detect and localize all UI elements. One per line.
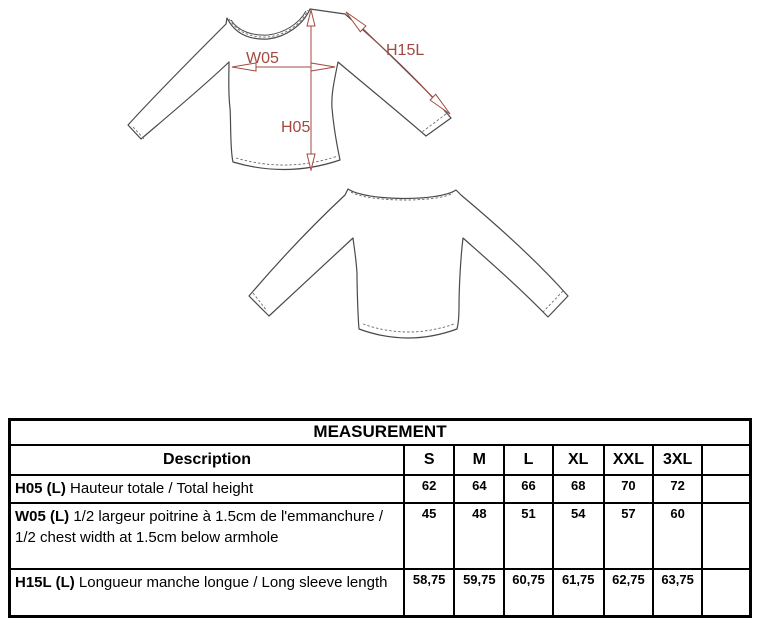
size-header-m: M bbox=[454, 445, 504, 475]
value-cell: 62,75 bbox=[604, 569, 653, 617]
value-cell: 48 bbox=[454, 503, 504, 569]
value-cell: 57 bbox=[604, 503, 653, 569]
table-title: MEASUREMENT bbox=[10, 420, 751, 445]
spare-column-cell bbox=[702, 503, 750, 569]
measure-text: Hauteur totale / Total height bbox=[65, 479, 254, 497]
value-cell: 54 bbox=[553, 503, 604, 569]
front-shirt-outline bbox=[128, 9, 451, 170]
h05-label: H05 bbox=[281, 119, 311, 136]
value-cell: 64 bbox=[454, 475, 504, 503]
size-header-xl: XL bbox=[553, 445, 604, 475]
measure-code: W05 (L) bbox=[15, 507, 70, 525]
value-cell: 60 bbox=[653, 503, 702, 569]
row-description bbox=[10, 475, 405, 503]
h15l-label: H15L bbox=[386, 42, 425, 59]
value-cell: 61,75 bbox=[553, 569, 604, 617]
measure-text: 1/2 largeur poitrine à 1.5cm de l'emmanchure / 1/2 chest width at 1.5cm below armhole bbox=[15, 507, 384, 546]
value-cell: 68 bbox=[553, 475, 604, 503]
table-row bbox=[10, 569, 751, 617]
value-cell: 58,75 bbox=[404, 569, 454, 617]
value-cell: 63,75 bbox=[653, 569, 702, 617]
spare-column-header bbox=[702, 445, 750, 475]
value-cell: 62 bbox=[404, 475, 454, 503]
description-header: Description bbox=[10, 445, 405, 475]
value-cell: 70 bbox=[604, 475, 653, 503]
value-cell: 72 bbox=[653, 475, 702, 503]
measure-code: H05 (L) bbox=[15, 479, 66, 497]
value-cell: 45 bbox=[404, 503, 454, 569]
front-view-drawing bbox=[100, 0, 480, 180]
table-header-row bbox=[10, 445, 751, 475]
spare-column-cell bbox=[702, 569, 750, 617]
value-cell: 66 bbox=[504, 475, 552, 503]
size-header-xxl: XXL bbox=[604, 445, 653, 475]
back-shirt-outline bbox=[249, 189, 568, 338]
table-row bbox=[10, 475, 751, 503]
w05-label: W05 bbox=[246, 50, 279, 67]
measure-text: Longueur manche longue / Long sleeve length bbox=[74, 573, 388, 591]
measure-code: H15L (L) bbox=[15, 573, 75, 591]
value-cell: 59,75 bbox=[454, 569, 504, 617]
table-row bbox=[10, 503, 751, 569]
measurement-table bbox=[8, 418, 752, 618]
spare-column-cell bbox=[702, 475, 750, 503]
row-description bbox=[10, 503, 405, 569]
size-header-s: S bbox=[404, 445, 454, 475]
value-cell: 60,75 bbox=[504, 569, 552, 617]
back-view-drawing bbox=[240, 168, 580, 354]
value-cell: 51 bbox=[504, 503, 552, 569]
size-header-3xl: 3XL bbox=[653, 445, 702, 475]
size-header-l: L bbox=[504, 445, 552, 475]
row-description bbox=[10, 569, 405, 617]
table-title-row bbox=[10, 420, 751, 445]
